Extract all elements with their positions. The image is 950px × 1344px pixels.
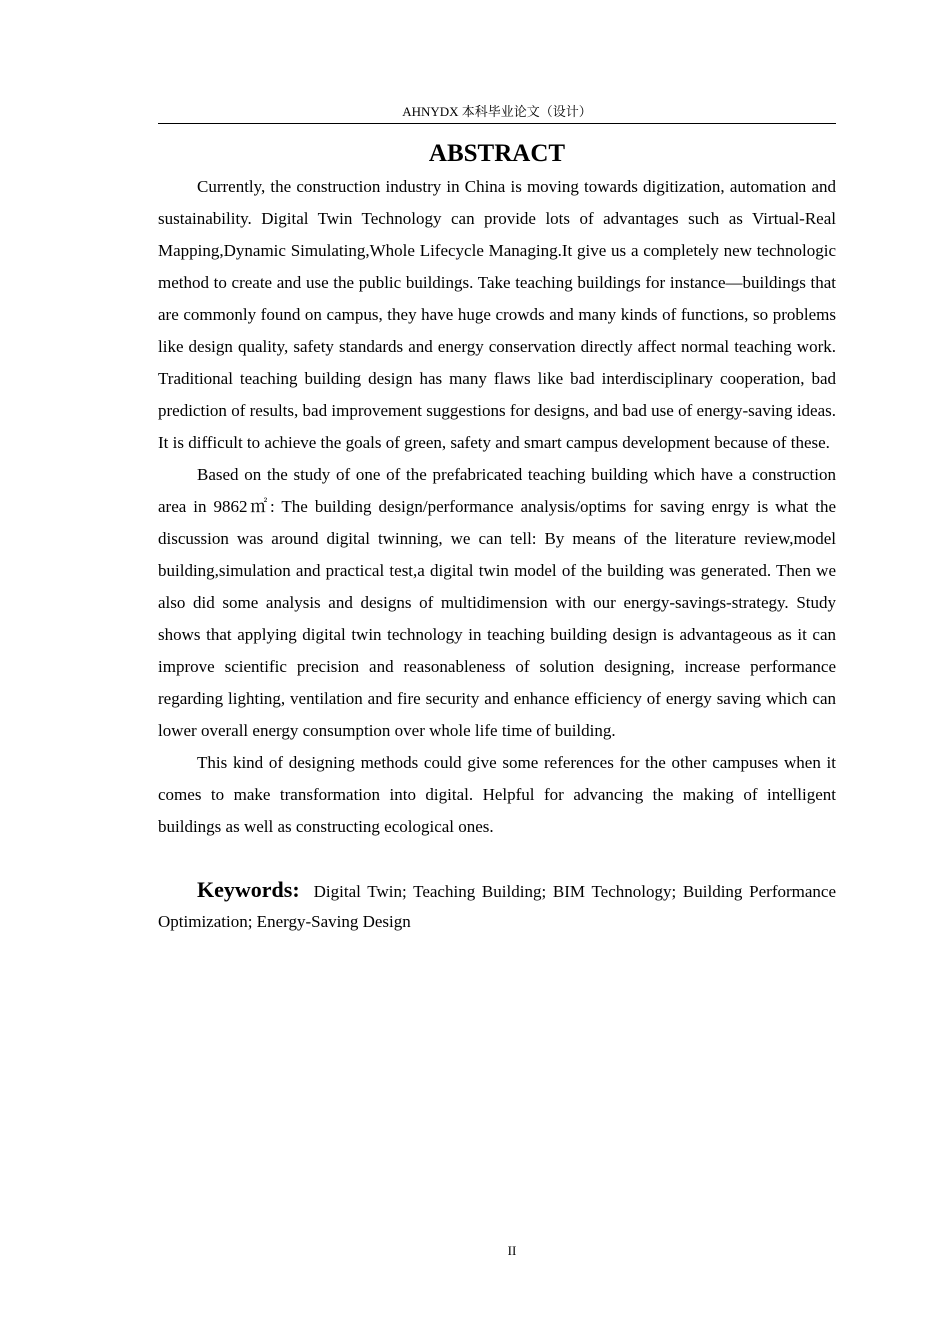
abstract-section	[158, 136, 836, 937]
header-rule	[158, 123, 836, 124]
keywords-label: Keywords:	[197, 877, 300, 902]
abstract-title: ABSTRACT	[428, 140, 566, 167]
abstract-paragraph-1: Currently, the construction industry in China is moving towards digitization, automation and sustainability. Digital Twin Technology can provide lots of advantages such as Virtual-Real Mapping,Dynamic Simulating,Whole Lifecycle Managing.It give us a completely new technologic method to create and use the public buildings. Take teaching buildings for instance—buildings that are commonly found on campus, they have huge crowds and many kinds of functions, so problems like design quality, safety standards and energy conservation directly affect normal teaching work. Traditional teaching building design has many flaws like bad interdisciplinary cooperation, bad prediction of results, bad improvement suggestions for designs, and bad use of energy-saving ideas. It is difficult to achieve the goals of green, safety and smart campus development because of these.	[158, 177, 836, 452]
abstract-paragraph-3: This kind of designing methods could give some references for the other campuses when it comes to make transformation into digital. Helpful for advancing the making of intelligent buildings as well as constructing ecological ones.	[158, 753, 836, 836]
keywords-text: Digital Twin; Teaching Building; BIM Technology; Building Performance Optimization; Energy-Saving Design	[158, 882, 836, 931]
page-number: II	[507, 1243, 517, 1258]
keywords	[158, 875, 836, 937]
running-header: AHNYDX 本科毕业论文（设计）	[402, 104, 592, 119]
abstract-paragraph-2: Based on the study of one of the prefabricated teaching building which have a construction area in 9862㎡: The building design/performance analysis/optims for saving enrgy is what the discussion was around digital twinning, we can tell: By means of the literature review,model building,simulation and practical test,a digital twin model of the building was generated. Then we also did some analysis and designs of multidimension with our energy-savings-strategy. Study shows that applying digital twin technology in teaching building design is advantageous as it can improve scientific precision and reasonableness of solution designing, increase performance regarding lighting, ventilation and fire security and enhance efficiency of energy saving which can lower overall energy consumption over whole life time of building.	[158, 465, 836, 740]
